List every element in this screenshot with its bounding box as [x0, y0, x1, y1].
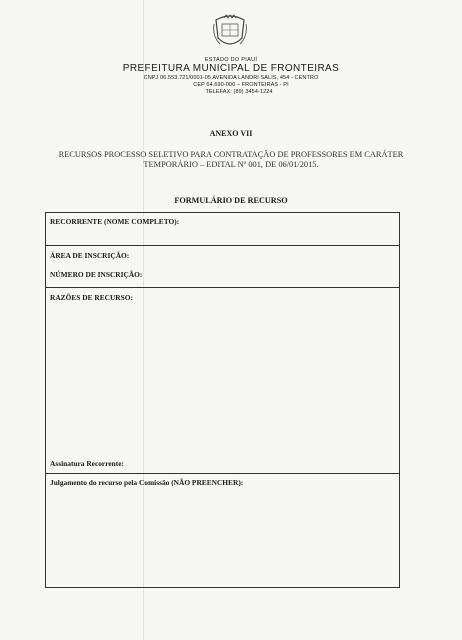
header-cnpj-address: CNPJ 06.553.721/0001-05 AVENIDA LANDRI SALIS, 454 - CENTRO: [143, 75, 319, 81]
coat-of-arms-icon: [212, 14, 248, 52]
document-subtitle: RECURSOS PROCESSO SELETIVO PARA CONTRATAÇÃO DE PROFESSORES EM CARÁTER TEMPORÁRIO – EDITAL Nº 001, DE 06/01/2015.: [58, 150, 404, 169]
numero-inscricao-label: NÚMERO DE INSCRIÇÃO:: [50, 270, 143, 279]
header-prefeitura: PREFEITURA MUNICIPAL DE FRONTEIRAS: [122, 63, 340, 74]
form-divider: [46, 473, 399, 474]
assinatura-label: Assinatura Recorrente:: [50, 459, 124, 468]
recorrente-label: RECORRENTE (NOME COMPLETO):: [50, 217, 180, 226]
annex-title: ANEXO VII: [209, 129, 253, 138]
julgamento-label: Julgamento do recurso pela Comissão (NÃO PREENCHER):: [50, 478, 244, 487]
form-divider: [46, 245, 399, 246]
header-cep: CEP 64.690-000 – FRONTEIRAS - PI: [193, 82, 289, 88]
razoes-recurso-label: RAZÕES DE RECURSO:: [50, 293, 133, 302]
appeal-form: [45, 212, 400, 588]
header-telefax: TELEFAX: (89) 3454-1224: [205, 89, 273, 95]
header-state: ESTADO DO PIAUÍ: [204, 57, 258, 63]
form-divider: [46, 287, 399, 288]
form-title: FORMULÁRIO DE RECURSO: [174, 196, 288, 205]
area-inscricao-label: ÁREA DE INSCRIÇÃO:: [50, 251, 130, 260]
